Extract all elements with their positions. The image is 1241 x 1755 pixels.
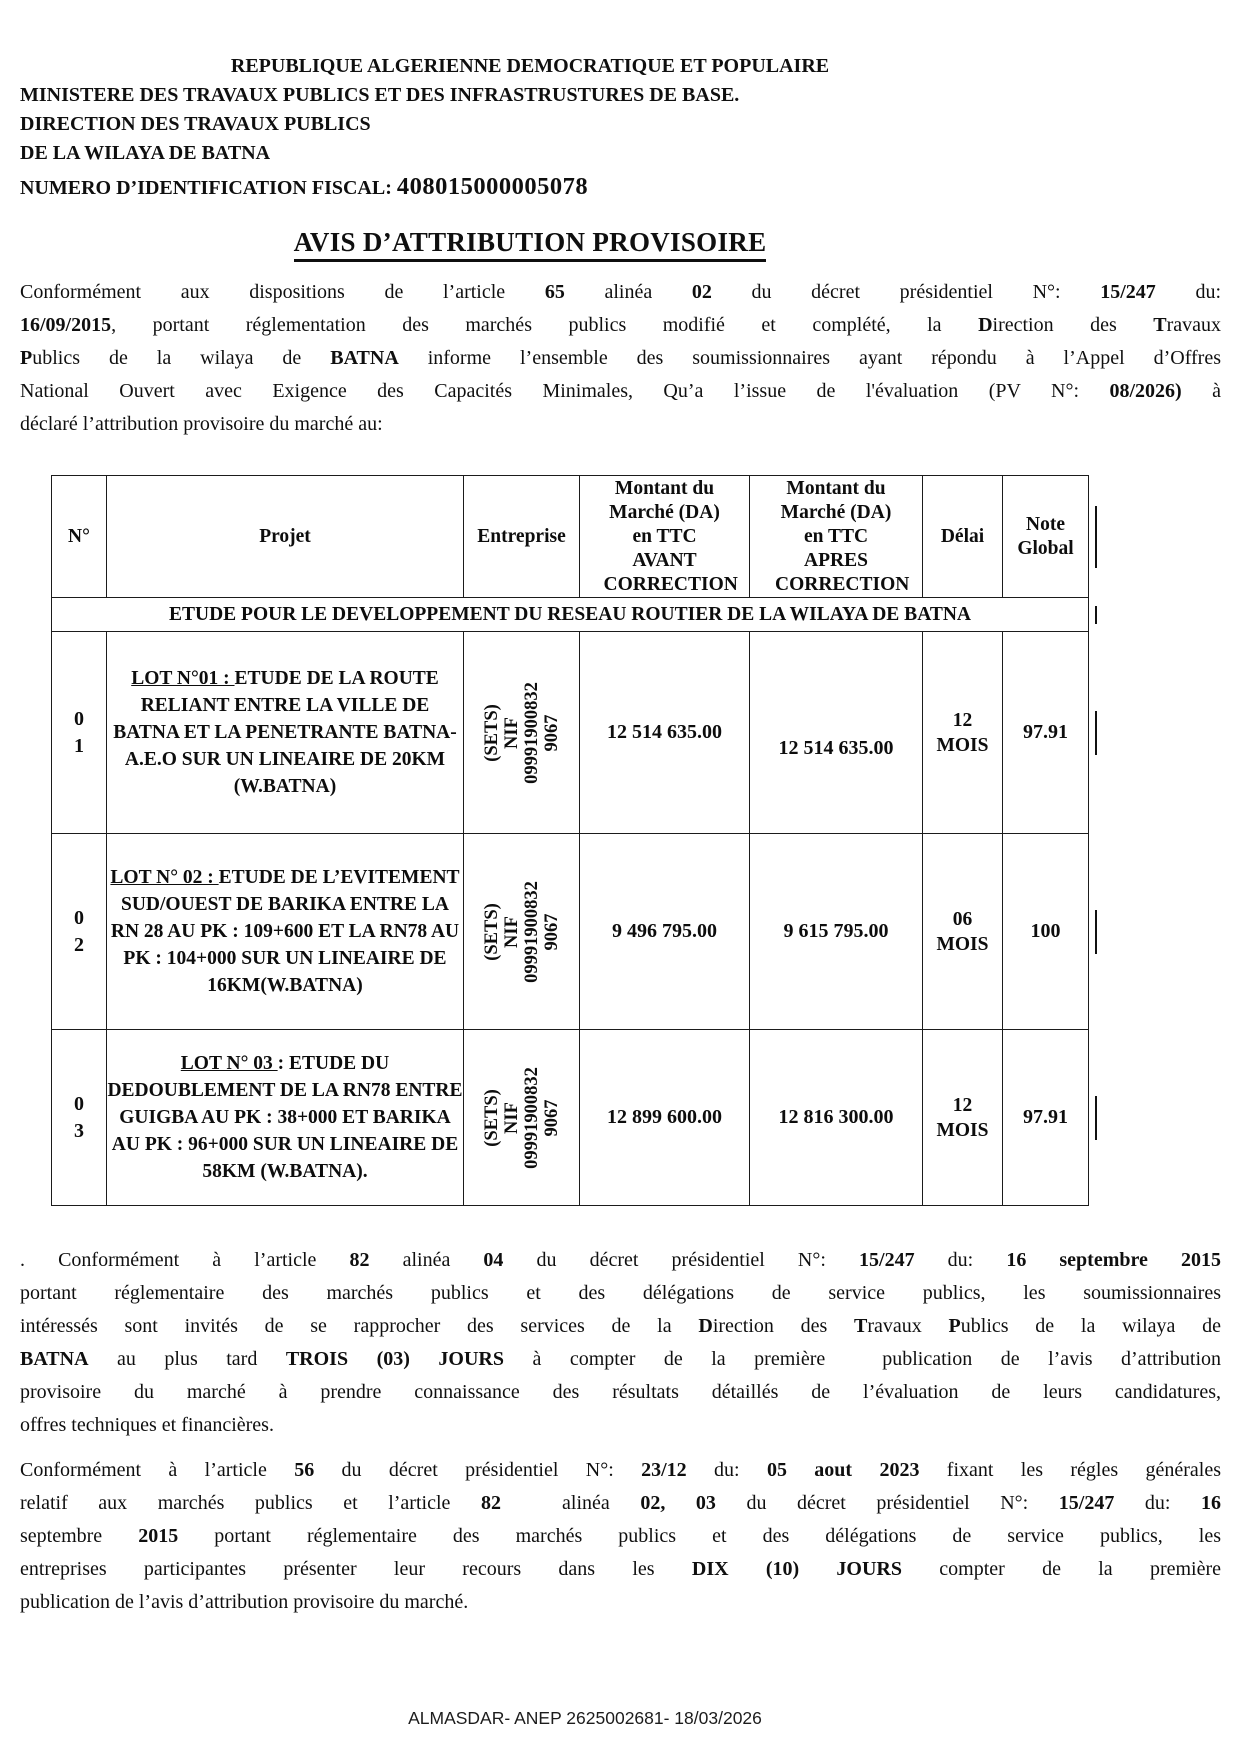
row-entreprise-cell xyxy=(464,1030,580,1206)
row-note: 97.91 xyxy=(1003,1030,1089,1206)
intro-paragraph: Conformément aux dispositions de l’article 65 alinéa 02 du décret présidentiel N°: 15/247 du: 16/09/2015, portant réglementation des marchés publics modifié et complété, la Direction des Travaux Publics de la wilaya de BATNA informe l’ensemble des soumissionnaires ayant répondu à l’Appel d’Offres National Ouvert avec Exigence des Capacités Minimales, Qu’a l’issue de l'évaluation (PV N°: 08/2026) à déclaré l’attribution provisoire du marché au: xyxy=(20,281,1222,435)
col-header-note: Note Global xyxy=(1003,476,1089,598)
entreprise-rotated-text: (SETS) NIF 09991900832 9067 xyxy=(481,681,562,784)
fiscal-id-label: NUMERO D’IDENTIFICATION FISCAL: xyxy=(20,177,397,199)
row-montant-apres: 12 816 300.00 xyxy=(750,1030,923,1206)
republic-line: REPUBLIQUE ALGERIENNE DEMOCRATIQUE ET POPULAIRE xyxy=(230,55,830,77)
article82-paragraph: . Conformément à l’article 82 alinéa 04 du décret présidentiel N°: 15/247 du: 16 septembre 2015 portant réglementaire des marchés publics et des délégations de service publics, les soumissionnaires intéressés sont invités de se rapprocher des services de la Direction des Travaux Publics de la wilaya de BATNA au plus tard TROIS (03) JOURS à compter de la première publication de l’avis d’attribution provisoire du marché à prendre connaissance des résultats détaillés de l’évaluation de leurs candidatures, offres techniques et financières. xyxy=(20,1249,1222,1436)
entreprise-rotated-text: (SETS) NIF 09991900832 9067 xyxy=(481,1066,562,1169)
lot-description: ETUDE DE L’EVITEMENT SUD/OUEST DE BARIKA ENTRE LA RN 28 AU PK : 109+600 ET LA RN78 AU PK : 104+000 SUR UN LINEAIRE DE 16KM(W.BATNA) xyxy=(110,867,460,996)
title-wrap xyxy=(0,227,1060,262)
lot-label: LOT N° 02 : xyxy=(110,867,219,888)
page-title: AVIS D’ATTRIBUTION PROVISOIRE xyxy=(294,227,767,262)
table-section-row xyxy=(52,598,1089,632)
document-header xyxy=(20,52,1221,203)
row-projet-cell xyxy=(107,632,464,834)
lot-label: LOT N°01 : xyxy=(131,668,235,689)
section-row-label: ETUDE POUR LE DEVELOPPEMENT DU RESEAU ROUTIER DE LA WILAYA DE BATNA xyxy=(52,598,1089,632)
ministry-line: MINISTERE DES TRAVAUX PUBLICS ET DES INFRASTRUSTURES DE BASE. xyxy=(20,84,740,106)
row-montant-avant: 12 899 600.00 xyxy=(580,1030,750,1206)
table-row xyxy=(52,1030,1089,1206)
row-montant-avant: 9 496 795.00 xyxy=(580,834,750,1030)
col-header-num: N° xyxy=(52,476,107,598)
row-montant-apres: 12 514 635.00 xyxy=(750,632,923,834)
fiscal-id-value: 408015000005078 xyxy=(396,173,589,200)
wilaya-line: DE LA WILAYA DE BATNA xyxy=(20,142,271,164)
row-montant-avant: 12 514 635.00 xyxy=(580,632,750,834)
table-row xyxy=(52,632,1089,834)
lot-label: LOT N° 03 xyxy=(180,1053,278,1074)
row-entreprise-cell xyxy=(464,834,580,1030)
row-delai: 12 MOIS xyxy=(923,1030,1003,1206)
row-num-cell: 01 xyxy=(52,632,107,834)
table-header-row xyxy=(52,476,1089,598)
row-note: 97.91 xyxy=(1003,632,1089,834)
row-num-cell: 02 xyxy=(52,834,107,1030)
direction-line: DIRECTION DES TRAVAUX PUBLICS xyxy=(20,113,371,135)
lot-description: : ETUDE DU DEDOUBLEMENT DE LA RN78 ENTRE GUIGBA AU PK : 38+000 ET BARIKA AU PK : 96+000 SUR UN LINEAIRE DE 58KM (W.BATNA). xyxy=(107,1053,463,1182)
row-num-cell: 03 xyxy=(52,1030,107,1206)
entreprise-rotated-text: (SETS) NIF 09991900832 9067 xyxy=(481,880,562,983)
lot-description: ETUDE DE LA ROUTE RELIANT ENTRE LA VILLE DE BATNA ET LA PENETRANTE BATNA-A.E.O SUR UN LINEAIRE DE 20KM (W.BATNA) xyxy=(113,668,457,797)
col-header-montant-apres: Montant du Marché (DA) en TTC APRES CORRECTION xyxy=(750,476,923,598)
row-projet-cell xyxy=(107,1030,464,1206)
col-header-delai: Délai xyxy=(923,476,1003,598)
row-projet-cell xyxy=(107,834,464,1030)
row-delai: 12 MOIS xyxy=(923,632,1003,834)
col-header-entreprise: Entreprise xyxy=(464,476,580,598)
col-header-montant-avant: Montant du Marché (DA) en TTC AVANT CORRECTION xyxy=(580,476,750,598)
anep-footer: ALMASDAR- ANEP 2625002681- 18/03/2026 xyxy=(408,1708,762,1728)
fiscal-id-line xyxy=(20,172,1221,203)
article56-paragraph: Conformément à l’article 56 du décret présidentiel N°: 23/12 du: 05 aout 2023 fixant les régles générales relatif aux marchés publics et l’article 82 alinéa 02, 03 du décret présidentiel N°: 15/247 du: 16 septembre 2015 portant réglementaire des marchés publics et des délégations de service publics, les entreprises participantes présenter leur recours dans les DIX (10) JOURS compter de la première publication de l’avis d’attribution provisoire du marché. xyxy=(20,1459,1222,1613)
col-header-projet: Projet xyxy=(107,476,464,598)
table-row xyxy=(52,834,1089,1030)
award-table xyxy=(51,475,1089,1206)
row-entreprise-cell xyxy=(464,632,580,834)
row-montant-apres: 9 615 795.00 xyxy=(750,834,923,1030)
row-note: 100 xyxy=(1003,834,1089,1030)
row-delai: 06 MOIS xyxy=(923,834,1003,1030)
